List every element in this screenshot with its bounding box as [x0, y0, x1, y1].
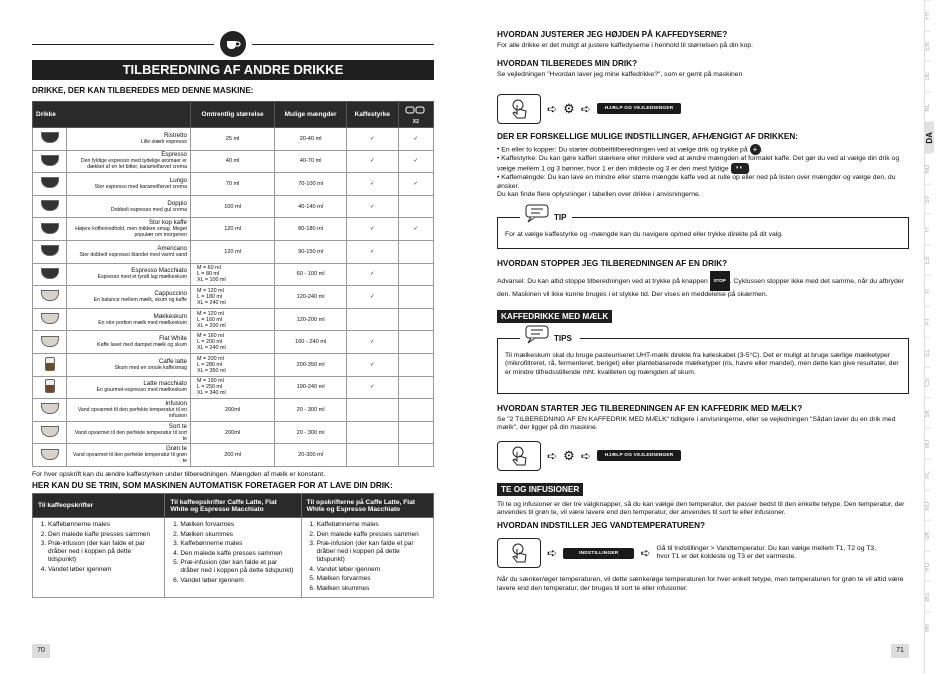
language-tab-nl[interactable]: NL	[925, 92, 931, 123]
drink-desc: Højere koffeinindhold, men mildere smag. Meget populær om morgenen	[75, 226, 187, 239]
drink-double	[398, 444, 433, 467]
drink-size: 200ml	[191, 399, 275, 422]
drink-cup-icon	[33, 444, 67, 467]
drink-desc: Skum med en smule kaffesmag	[114, 364, 187, 371]
table-row	[33, 150, 434, 173]
stop-button[interactable]: STOP	[710, 271, 730, 291]
tip-box	[497, 213, 909, 249]
language-tab-it[interactable]: IT	[925, 275, 931, 306]
drink-name: Cappuccino	[154, 289, 187, 297]
steps-col-3: Til opskrifterne på Caffe Latte, Flat White og Espresso Macchiato	[301, 494, 433, 518]
drink-double	[398, 376, 433, 399]
col-strength: Kaffestyrke	[347, 102, 399, 128]
drink-size: M = 200 ml L = 280 ml XL = 350 ml	[191, 353, 275, 376]
drink-desc: Stor dobbelt espresso blandet med varmt vand	[79, 251, 187, 258]
drink-desc: Dobbelt espresso med gul crema	[110, 206, 187, 213]
drink-name: Lungo	[169, 176, 187, 184]
col-drink: Drikke	[33, 102, 191, 128]
drink-cup-icon	[33, 218, 67, 241]
table-row	[33, 421, 434, 444]
drink-cup-icon	[33, 173, 67, 196]
drink-cup-icon	[33, 399, 67, 422]
drink-size: 40 ml	[191, 150, 275, 173]
list-item: 5. Præ-infusion (der kan falde et par dråber ned i koppen på dette tidspunkt)	[180, 559, 295, 575]
drink-desc: En stor portion mælk med mælkeskum	[98, 319, 187, 326]
drink-desc: Stor espresso med karamelfarvet crema	[94, 183, 187, 190]
list-item: 4. Den malede kaffe presses sammen	[180, 550, 295, 558]
drink-desc: Kaffe lavet med dampet mælk og skum	[97, 342, 187, 349]
arrow-icon: ➪	[547, 448, 558, 463]
language-tab-fr[interactable]: FR	[925, 0, 931, 31]
drink-size: 70 ml	[191, 173, 275, 196]
section-milk: KAFFEDRIKKE MED MÆLK	[497, 310, 612, 323]
settings-list	[497, 144, 909, 191]
drink-double: ✓	[398, 128, 433, 151]
table-row	[33, 444, 434, 467]
plus-icon: +	[750, 144, 761, 155]
double-cup-icon	[405, 105, 427, 117]
drink-double	[398, 331, 433, 354]
table-row	[33, 286, 434, 309]
list-item: • Kaffestyrke: Du kan gøre kaffen stærkere eller mildere ved at ændre mængden af formalet kaffe. Det gør du ved at vælge din drik og vælge mellem 1 og 3 bønner, hvor 1 er den mildeste og 3 er den mest fyldige ◐◐ .	[497, 155, 909, 174]
drink-desc: Den fyldige espresso med tydelige aromaer er dækket af en let bitter, karamelfarvet crema	[80, 158, 187, 171]
drink-strength: ✓	[347, 263, 399, 286]
drink-qty: 200-350 ml	[275, 353, 347, 376]
table-row	[33, 353, 434, 376]
drink-qty: 190-240 ml	[275, 376, 347, 399]
col-size: Omtrentlig størrelse	[191, 102, 275, 128]
drink-qty: 160 - 240 ml	[275, 331, 347, 354]
right-page	[497, 30, 909, 593]
drink-strength: ✓	[347, 150, 399, 173]
steps-list-1	[38, 521, 159, 574]
drink-double: ✓	[398, 218, 433, 241]
gear-icon: ⚙	[563, 100, 575, 116]
heading-settings: DER ER FORSKELLIGE MULIGE INDSTILLINGER, AFHÆNGIGT AF DRIKKEN:	[497, 131, 798, 141]
section-tea: TE OG INFUSIONER	[497, 483, 583, 496]
touch-icon	[497, 538, 541, 568]
language-tab-no[interactable]: NO	[925, 153, 931, 184]
drink-qty: 20 - 300 ml	[275, 421, 347, 444]
temp-text: Gå til Indstillinger > Vandtemperatur. Du kan vælge mellem T1, T2 og T3, hvor T1 er det koldeste og T3 er det varmeste.	[656, 545, 877, 561]
language-sidebar	[924, 0, 950, 674]
drink-name: Sort te	[168, 422, 187, 430]
drink-double: ✓	[398, 150, 433, 173]
drink-desc: Vand opvarmet til den perfekte temperatur til en infusion	[77, 406, 187, 419]
language-tab-ru[interactable]: RU	[925, 490, 931, 521]
help-button[interactable]: HJÆLP OG VEJLEDNINGER	[597, 103, 682, 114]
list-item: 4. Vandet løber igennem	[317, 566, 428, 574]
language-tab-en[interactable]: EN	[925, 31, 931, 62]
drink-size: 120 ml	[191, 240, 275, 263]
drink-double	[398, 421, 433, 444]
drinks-subtitle: DRIKKE, DER KAN TILBEREDES MED DENNE MASKINE:	[32, 86, 254, 95]
prepare-text: Se vejledningen "Hvordan laver jeg mine kaffedrikke?", som er gemt på maskinen	[497, 71, 743, 79]
list-item: 2. Den malede kaffe presses sammen	[317, 531, 428, 539]
drink-cup-icon	[33, 240, 67, 263]
drink-cup-icon	[33, 195, 67, 218]
touch-icon	[497, 441, 541, 471]
language-tab-de[interactable]: DE	[925, 61, 931, 92]
drink-qty: 60 - 100 ml	[275, 263, 347, 286]
list-item: 2. Den malede kaffe presses sammen	[48, 531, 159, 539]
drink-qty: 120-240 ml	[275, 286, 347, 309]
drink-size: M = 160 ml L = 200 ml XL = 240 ml	[191, 331, 275, 354]
drink-name: Caffe latte	[158, 357, 187, 365]
drink-cup-icon	[33, 263, 67, 286]
drink-name: Infusion	[165, 399, 187, 407]
arrow-icon: ➪	[580, 101, 591, 116]
list-item: 5. Mælken forvarmes	[317, 575, 428, 583]
left-page	[32, 30, 434, 598]
drink-name: Mælkeskum	[153, 312, 187, 320]
page-title: TILBEREDNING AF ANDRE DRIKKE	[32, 60, 434, 80]
table-row	[33, 376, 434, 399]
arrow-icon: ➪	[547, 101, 558, 116]
table-row	[33, 173, 434, 196]
list-item: 1. Kaffebønnerne males	[48, 521, 159, 529]
col-qty: Mulige mængder	[275, 102, 347, 128]
list-item: • En eller to kopper: Du starter dobbelttilberedningen ved at vælge drik og trykke på + .	[497, 144, 909, 155]
help-flow	[497, 94, 909, 124]
language-tab-sk[interactable]: SK	[925, 398, 931, 429]
drink-size: 100 ml	[191, 195, 275, 218]
drink-double	[398, 286, 433, 309]
drink-strength: ✓	[347, 353, 399, 376]
beans-icon: ◐◐	[731, 163, 749, 174]
drink-cup-icon	[33, 150, 67, 173]
drink-strength	[347, 399, 399, 422]
list-item: 1. Kaffebønnerne males	[317, 521, 428, 529]
table-row	[33, 218, 434, 241]
settings-more: Du kan finde flere oplysninger i tabellen over drikke i anvisningerne.	[497, 191, 701, 199]
drink-desc: Espresso med et tyndt lag mælkeskum	[97, 274, 187, 281]
drink-strength: ✓	[347, 128, 399, 151]
drink-strength: ✓	[347, 240, 399, 263]
drink-strength: ✓	[347, 376, 399, 399]
drink-desc: Lille stærk espresso	[140, 138, 187, 145]
drink-double	[398, 353, 433, 376]
drink-cup-icon	[33, 353, 67, 376]
settings-button[interactable]: INDSTILLINGER	[563, 548, 634, 559]
speech-bubble-icon	[522, 324, 552, 346]
language-tab-el[interactable]: EL	[925, 337, 931, 368]
touch-icon	[497, 94, 541, 124]
table-row	[33, 195, 434, 218]
steps-list-2	[170, 521, 295, 585]
arrow-icon: ➪	[547, 546, 558, 561]
drink-strength: ✓	[347, 218, 399, 241]
language-tab-cs[interactable]: CS	[925, 367, 931, 398]
drink-qty: 120-200 ml	[275, 308, 347, 331]
drink-cup-icon	[33, 308, 67, 331]
drink-qty: 20-300 ml	[275, 444, 347, 467]
drink-name: Americano	[157, 244, 187, 252]
drink-size: 200 ml	[191, 444, 275, 467]
steps-table	[32, 493, 434, 598]
drink-qty: 40-140 ml	[275, 195, 347, 218]
drink-desc: Vand opvarmet til den perfekte temperatur til sort te	[74, 429, 187, 442]
tips-box	[497, 333, 909, 394]
drink-cup-icon	[33, 331, 67, 354]
drink-size: 25 ml	[191, 128, 275, 151]
drink-qty: 70-100 ml	[275, 173, 347, 196]
drink-double	[398, 399, 433, 422]
drink-strength: ✓	[347, 173, 399, 196]
drink-size: M = 120 ml L = 180 ml XL = 240 ml	[191, 286, 275, 309]
drink-qty: 80-180 ml	[275, 218, 347, 241]
help-flow-2	[497, 441, 909, 471]
page-number-left: 70	[32, 644, 50, 658]
table-row	[33, 399, 434, 422]
heading-prepare: HVORDAN TILBEREDES MIN DRIK?	[497, 59, 638, 69]
drink-qty: 40-70 ml	[275, 150, 347, 173]
nozzle-text: For alle drikke er det muligt at justere kaffedyserne i henhold til størrelsen på din kop.	[497, 42, 754, 49]
language-tab-hr[interactable]: HR	[925, 612, 931, 643]
table-row	[33, 240, 434, 263]
heading-milk-start: HVORDAN STARTER JEG TILBEREDNINGEN AF EN KAFFEDRIK MED MÆLK?	[497, 403, 803, 413]
heading-stop: HVORDAN STOPPER JEG TILBEREDNINGEN AF EN DRIK?	[497, 259, 728, 269]
language-tab-uk[interactable]: UK	[925, 520, 931, 551]
drink-desc: En gourmet-espresso med mælkeskum	[96, 387, 187, 394]
drink-size: 120 ml	[191, 218, 275, 241]
table-row	[33, 308, 434, 331]
drink-strength	[347, 444, 399, 467]
list-item: 3. Præ-infusion (der kan falde et par dråber ned i koppen på dette tidspunkt)	[48, 540, 159, 564]
drink-strength	[347, 421, 399, 444]
drink-double	[398, 195, 433, 218]
speech-bubble-icon	[522, 203, 552, 225]
drinks-table	[32, 101, 434, 467]
table-row	[33, 263, 434, 286]
settings-flow	[497, 538, 909, 568]
strength-note: For hver opskrift kan du ændre kaffestyrken under tilberedningen. Mængden af mælk er konstant.	[32, 470, 326, 478]
drink-cup-icon	[33, 286, 67, 309]
drink-cup-icon	[33, 128, 67, 151]
tip-title: TIP	[554, 213, 567, 223]
list-item: 1. Mælken forvarmes	[180, 521, 295, 529]
table-row	[33, 128, 434, 151]
list-item: 6. Mælken skummes	[317, 585, 428, 593]
language-tab-sv[interactable]: SV	[925, 184, 931, 215]
temp-note: Når du sænker/øger temperaturen, vil dette sænke/øge temperaturen for hver enkelt tetype, men temperaturen for grøn te vil altid være lavere end den temperatur, der bruges til sort te eller infusioner.	[497, 576, 904, 592]
drink-size: M = 120 ml L = 160 ml XL = 200 ml	[191, 308, 275, 331]
drink-name: Flat White	[159, 335, 187, 343]
tips-text: Til mælkeskum skal du bruge pasteuriseret UHT-mælk direkte fra køleskabet (3-5°C). Det er muligt at bruge særlige mælketyper (mikrofiltreret, rå, fermenteret, beriget) eller plantebaserede mælketyper (ris, havre eller mandel), men dette kan give resultater, der er mindre tilfredsstillende mht. kvaliteten og mængden af skum.	[505, 351, 899, 376]
language-tab-es[interactable]: ES	[925, 245, 931, 276]
drink-desc: Vand opvarmet til den perfekte temperatur til grøn te	[72, 452, 187, 465]
drink-name: Grøn te	[166, 445, 187, 453]
drink-name: Stor kop kaffe	[148, 219, 187, 227]
arrow-icon: ➪	[580, 448, 591, 463]
milk-start-text: Se "2 TILBEREDNING AF EN KAFFEDRIK MED MÆLK" tidligere i anvisningerne, eller se vejledningen "Sådan laver du en drik med mælk", der ligger på din maskine.	[497, 415, 896, 432]
arrow-icon: ➪	[640, 546, 651, 561]
section-header-line	[32, 30, 434, 58]
drink-double	[398, 263, 433, 286]
drink-name: Espresso Macchiato	[131, 267, 187, 275]
drink-name: Ristretto	[163, 131, 187, 139]
table-row	[33, 331, 434, 354]
list-item: 6. Vandet løber igennem	[180, 577, 295, 585]
drink-name: Espresso	[161, 151, 187, 159]
tip-text: For at vælge kaffestyrke og -mængde kan du navigere op/ned eller trykke direkte på dit valg.	[505, 231, 783, 239]
tips-title: TIPS	[554, 333, 572, 343]
language-tab-ro[interactable]: RO	[925, 551, 931, 582]
drink-strength: ✓	[347, 286, 399, 309]
help-button[interactable]: HJÆLP OG VEJLEDNINGER	[597, 450, 682, 461]
drink-double: ✓	[398, 173, 433, 196]
heading-temp: HVORDAN INDSTILLER JEG VANDTEMPERATUREN?	[497, 521, 706, 531]
tea-text: Til te og infusioner er der tre valgknapper, så du kan vælge den temperatur, der passer bedst til den enkelte tetype. Den temperatur, der anvendes til grøn te, vil være lavere end den temperatur, der anvendes til sort te eller infusioner.	[497, 500, 905, 517]
drink-strength: ✓	[347, 331, 399, 354]
gear-icon: ⚙	[563, 447, 575, 463]
col-double-cup: X2	[398, 102, 433, 128]
language-tab-da[interactable]: DA	[925, 122, 934, 153]
language-tab-pt[interactable]: PT	[925, 306, 931, 337]
drink-cup-icon	[33, 421, 67, 444]
drink-name: Doppio	[167, 199, 187, 207]
stop-text: Advarsel: Du kan altid stoppe tilberedningen ved at trykke på knappen STOP . Cyklussen stopper ikke med det samme, når du afbryder den. Maskinen vil ikke kunne bruges i et stykke tid. Der vises en meddelelse på skærmen.	[497, 271, 909, 299]
drink-qty: 20 - 300 ml	[275, 399, 347, 422]
steps-subtitle: HER KAN DU SE TRIN, SOM MASKINEN AUTOMATISK FORETAGER FOR AT LAVE DIN DRIK:	[32, 481, 393, 491]
heading-nozzle-height: HVORDAN JUSTERER JEG HØJDEN PÅ KAFFEDYSERNE?	[497, 30, 728, 39]
drink-strength: ✓	[347, 195, 399, 218]
drink-double	[398, 308, 433, 331]
list-item: 2. Mælken skummes	[180, 531, 295, 539]
drink-size: M = 190 ml L = 250 ml XL = 340 ml	[191, 376, 275, 399]
drink-size: M = 60 ml L = 80 ml XL = 100 ml	[191, 263, 275, 286]
drink-qty: 20-40 ml	[275, 128, 347, 151]
drink-qty: 90-150 ml	[275, 240, 347, 263]
page-number-right: 71	[891, 644, 909, 658]
drink-strength	[347, 308, 399, 331]
language-tab-hu[interactable]: HU	[925, 428, 931, 459]
list-item: 4. Vandet løber igennem	[48, 566, 159, 574]
language-tab-fi[interactable]: FI	[925, 214, 931, 245]
drink-cup-icon	[33, 376, 67, 399]
language-tab-pl[interactable]: PL	[925, 459, 931, 490]
steps-col-2: Til kaffeopskrifter Caffe Latte, Flat White og Espresso Macchiato	[165, 494, 301, 518]
steps-list-3	[307, 521, 428, 593]
drink-size: 200ml	[191, 421, 275, 444]
coffee-cup-icon	[220, 31, 246, 57]
list-item: 3. Præ-infusion (der kan falde et par dråber ned i koppen på dette tidspunkt)	[317, 540, 428, 564]
list-item: • Kaffemængde: Du kan lave en mindre eller større mængde kaffe ved at rulle op eller ned på listen over mængder og vælge den, du ønsker.	[497, 174, 909, 191]
drink-desc: En balance mellem mælk, skum og kaffe	[93, 296, 187, 303]
language-tab-bg[interactable]: BG	[925, 581, 931, 612]
steps-col-1: Til kaffeopskrifter	[33, 494, 165, 518]
drink-name: Latte macchiato	[143, 380, 187, 388]
list-item: 3. Kaffebønnerne males	[180, 540, 295, 548]
drink-double	[398, 240, 433, 263]
